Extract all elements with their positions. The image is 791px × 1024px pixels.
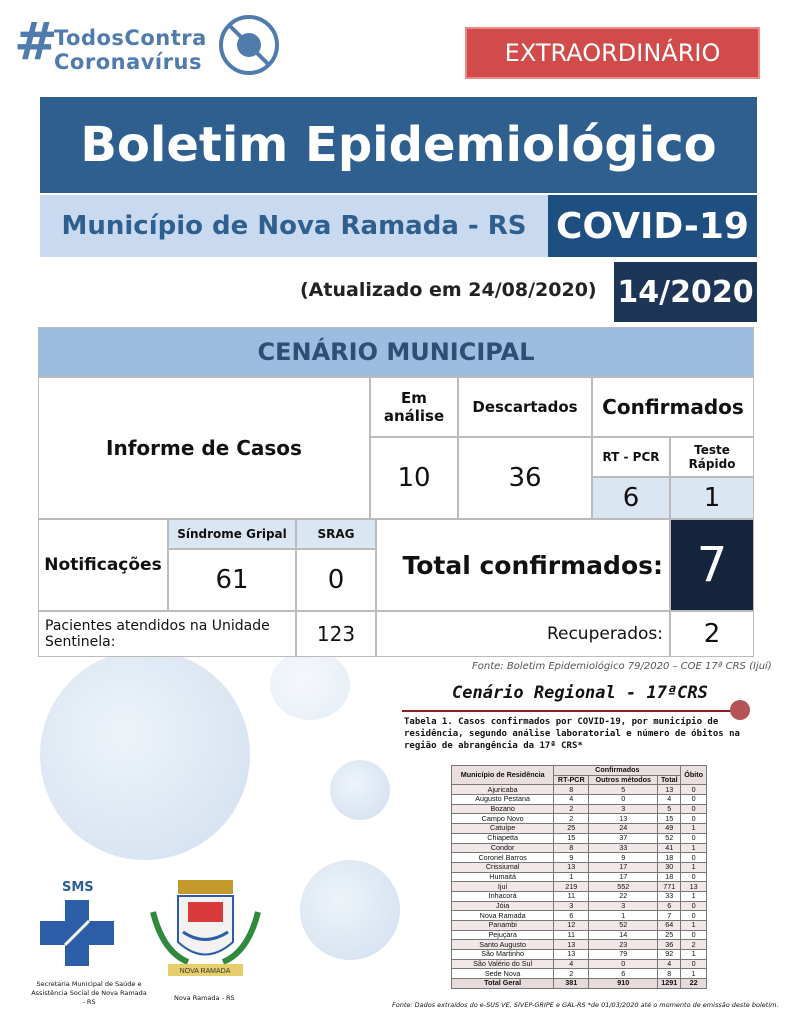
col-rtpcr: RT-PCR (554, 775, 589, 785)
srag-label: SRAG (296, 519, 376, 549)
table-cell: Chiapetta (452, 833, 554, 843)
virus-decoration (270, 650, 350, 720)
table-cell: 8 (554, 843, 589, 853)
table-cell: 2 (554, 814, 589, 824)
table-cell: Condor (452, 843, 554, 853)
table-cell: 22 (681, 979, 707, 989)
table-row (452, 824, 707, 834)
table-cell: 17 (589, 862, 658, 872)
table-cell: 4 (658, 795, 681, 805)
col-obito: Óbito (681, 766, 707, 785)
table-cell: Catuípe (452, 824, 554, 834)
table-cell: 1 (681, 824, 707, 834)
hashtag-line1: TodosContra (54, 26, 207, 50)
table-cell: 4 (658, 959, 681, 969)
table-cell: Augusto Pestana (452, 795, 554, 805)
scenario-source: Fonte: Boletim Epidemiológico 79/2020 – COE 17ª CRS (Ijuí) (472, 661, 772, 672)
table-row (452, 833, 707, 843)
table-cell: 25 (554, 824, 589, 834)
table-row (452, 853, 707, 863)
table-cell: 1 (681, 969, 707, 979)
table-cell: Santo Augusto (452, 940, 554, 950)
table-cell: 5 (589, 785, 658, 795)
extraordinary-badge: EXTRAORDINÁRIO (465, 27, 760, 79)
table-row (452, 911, 707, 921)
sms-logo-label: SMS (62, 880, 94, 895)
table-description: Tabela 1. Casos confirmados por COVID-19, por município de residência, segundo análise laboratorial e número de óbitos na região de abrangência da 17ª CRS* (404, 717, 740, 751)
table-cell: 52 (658, 833, 681, 843)
table-cell: Pejuçara (452, 930, 554, 940)
table-cell: 1 (681, 950, 707, 960)
table-cell: Ajuricaba (452, 785, 554, 795)
hashtag-line2: Coronavírus (54, 50, 202, 74)
table-row (452, 940, 707, 950)
table-cell: 0 (681, 930, 707, 940)
table-cell: 0 (681, 911, 707, 921)
virus-decoration (40, 650, 250, 860)
recuperados-value: 2 (670, 611, 754, 657)
table-cell: 0 (681, 833, 707, 843)
table-cell: 0 (681, 853, 707, 863)
scenario-heading: CENÁRIO MUNICIPAL (38, 327, 754, 377)
table-cell: 24 (589, 824, 658, 834)
table-cell: 0 (681, 901, 707, 911)
descartados-value: 36 (458, 437, 592, 519)
table-source: Fonte: Dados extraídos do e-SUS VE, SIVEP-GRIPE e GAL-RS *de 01/03/2020 até o momento de emissão deste boletim. (392, 1001, 779, 1009)
disease-label: COVID-19 (548, 195, 757, 257)
teste-rapido-label: Teste Rápido (670, 437, 754, 477)
sindrome-gripal-value: 61 (168, 549, 296, 611)
table-row (452, 804, 707, 814)
table-cell: 37 (589, 833, 658, 843)
col-confirmados: Confirmados (554, 766, 681, 776)
table-cell: 13 (658, 785, 681, 795)
table-cell: 1 (554, 872, 589, 882)
col-municipio: Município de Residência (452, 766, 554, 785)
table-cell: Coronel Barros (452, 853, 554, 863)
table-cell: Panambi (452, 921, 554, 931)
table-cell: 0 (681, 785, 707, 795)
table-cell: 13 (589, 814, 658, 824)
table-row (452, 921, 707, 931)
table-cell: 14 (589, 930, 658, 940)
table-cell: 6 (589, 969, 658, 979)
col-outros: Outros métodos (589, 775, 658, 785)
table-cell: Ijuí (452, 882, 554, 892)
table-cell: 49 (658, 824, 681, 834)
municipal-scenario (38, 327, 754, 657)
table-cell: 25 (658, 930, 681, 940)
table-cell: 0 (681, 814, 707, 824)
table-cell: 8 (554, 785, 589, 795)
table-cell: Inhacorá (452, 891, 554, 901)
table-cell: 22 (589, 891, 658, 901)
table-row (452, 843, 707, 853)
table-cell: 1291 (658, 979, 681, 989)
table-cell: 1 (589, 911, 658, 921)
table-row (452, 795, 707, 805)
descartados-label: Descartados (458, 377, 592, 437)
crest-banner: NOVA RAMADA (179, 968, 231, 975)
table-cell: Bozano (452, 804, 554, 814)
col-total: Total (658, 775, 681, 785)
sentinela-value: 123 (296, 611, 376, 657)
table-cell: 0 (681, 959, 707, 969)
table-cell: 1 (681, 862, 707, 872)
table-cell: 4 (554, 959, 589, 969)
cases-label: Informe de Casos (38, 377, 370, 519)
updated-date: (Atualizado em 24/08/2020) (300, 279, 597, 301)
teste-rapido-value: 1 (670, 477, 754, 519)
recuperados-label: Recuperados: (376, 611, 670, 657)
no-virus-icon (218, 14, 280, 76)
table-cell: 64 (658, 921, 681, 931)
table-cell: 3 (554, 901, 589, 911)
em-analise-label: Em análise (370, 377, 458, 437)
table-row (452, 882, 707, 892)
table-cell: 2 (554, 804, 589, 814)
table-cell: 381 (554, 979, 589, 989)
table-cell: Nova Ramada (452, 911, 554, 921)
bulletin-number: 14/2020 (614, 262, 757, 322)
table-row (452, 901, 707, 911)
table-cell: 0 (589, 959, 658, 969)
table-cell: 0 (681, 795, 707, 805)
table-row (452, 930, 707, 940)
table-cell: 771 (658, 882, 681, 892)
table-row (452, 891, 707, 901)
sentinela-label: Pacientes atendidos na Unidade Sentinela: (38, 611, 296, 657)
table-cell: 92 (658, 950, 681, 960)
virus-decoration (330, 760, 390, 820)
total-confirmados-value: 7 (670, 519, 754, 611)
table-cell: 13 (554, 862, 589, 872)
table-cell: 0 (681, 872, 707, 882)
table-cell: 2 (554, 969, 589, 979)
hash-icon: # (14, 12, 58, 72)
table-row (452, 950, 707, 960)
em-analise-value: 10 (370, 437, 458, 519)
table-cell: 552 (589, 882, 658, 892)
health-cross-icon (40, 900, 114, 966)
table-cell: 18 (658, 872, 681, 882)
table-cell: Campo Novo (452, 814, 554, 824)
table-row (452, 872, 707, 882)
table-cell: 15 (554, 833, 589, 843)
table-row (452, 862, 707, 872)
sms-caption: Secretaria Municipal de Saúde e Assistência Social de Nova Ramada - RS (31, 980, 147, 1006)
confirmados-label: Confirmados (592, 377, 754, 437)
regional-table (451, 765, 707, 989)
rtpcr-value: 6 (592, 477, 670, 519)
regional-heading: Cenário Regional - 17ªCRS (452, 683, 708, 703)
table-cell: 30 (658, 862, 681, 872)
municipality-label: Município de Nova Ramada - RS (40, 195, 548, 257)
table-cell: 1 (681, 921, 707, 931)
table-cell: 23 (589, 940, 658, 950)
table-cell: 910 (589, 979, 658, 989)
sindrome-gripal-label: Síndrome Gripal (168, 519, 296, 549)
table-cell: 13 (554, 950, 589, 960)
table-cell: 79 (589, 950, 658, 960)
crest-caption: Nova Ramada - RS (174, 994, 235, 1002)
notificacoes-label: Notificações (38, 519, 168, 611)
table-cell: 3 (589, 901, 658, 911)
rtpcr-label: RT - PCR (592, 437, 670, 477)
table-cell: 9 (554, 853, 589, 863)
table-cell: 11 (554, 930, 589, 940)
table-row (452, 959, 707, 969)
table-row (452, 785, 707, 795)
table-cell: Total Geral (452, 979, 554, 989)
table-cell: São Valério do Sul (452, 959, 554, 969)
table-cell: 6 (554, 911, 589, 921)
table-cell: 12 (554, 921, 589, 931)
table-cell: 1 (681, 891, 707, 901)
table-cell: 15 (658, 814, 681, 824)
table-cell: 2 (681, 940, 707, 950)
table-cell: Jóia (452, 901, 554, 911)
total-confirmados-label: Total confirmados: (376, 519, 670, 611)
table-cell: 0 (681, 804, 707, 814)
virus-decoration (300, 860, 400, 960)
table-cell: 9 (589, 853, 658, 863)
table-total-row (452, 979, 707, 989)
table-row (452, 814, 707, 824)
table-cell: 52 (589, 921, 658, 931)
table-cell: 33 (589, 843, 658, 853)
table-cell: Sede Nova (452, 969, 554, 979)
table-cell: 11 (554, 891, 589, 901)
table-cell: 4 (554, 795, 589, 805)
table-cell: São Martinho (452, 950, 554, 960)
table-cell: Humaitá (452, 872, 554, 882)
divider (402, 710, 747, 712)
municipal-crest-icon (148, 872, 263, 982)
table-cell: 6 (658, 901, 681, 911)
table-cell: 13 (554, 940, 589, 950)
table-cell: 8 (658, 969, 681, 979)
table-cell: 18 (658, 853, 681, 863)
table-cell: 41 (658, 843, 681, 853)
page-title: Boletim Epidemiológico (40, 97, 757, 193)
table-cell: 36 (658, 940, 681, 950)
table-cell: 3 (589, 804, 658, 814)
table-cell: 17 (589, 872, 658, 882)
table-cell: 0 (589, 795, 658, 805)
table-cell: 5 (658, 804, 681, 814)
srag-value: 0 (296, 549, 376, 611)
table-cell: 219 (554, 882, 589, 892)
table-row (452, 969, 707, 979)
table-cell: 7 (658, 911, 681, 921)
table-cell: 13 (681, 882, 707, 892)
table-cell: 33 (658, 891, 681, 901)
table-cell: Crissiumal (452, 862, 554, 872)
table-cell: 1 (681, 843, 707, 853)
